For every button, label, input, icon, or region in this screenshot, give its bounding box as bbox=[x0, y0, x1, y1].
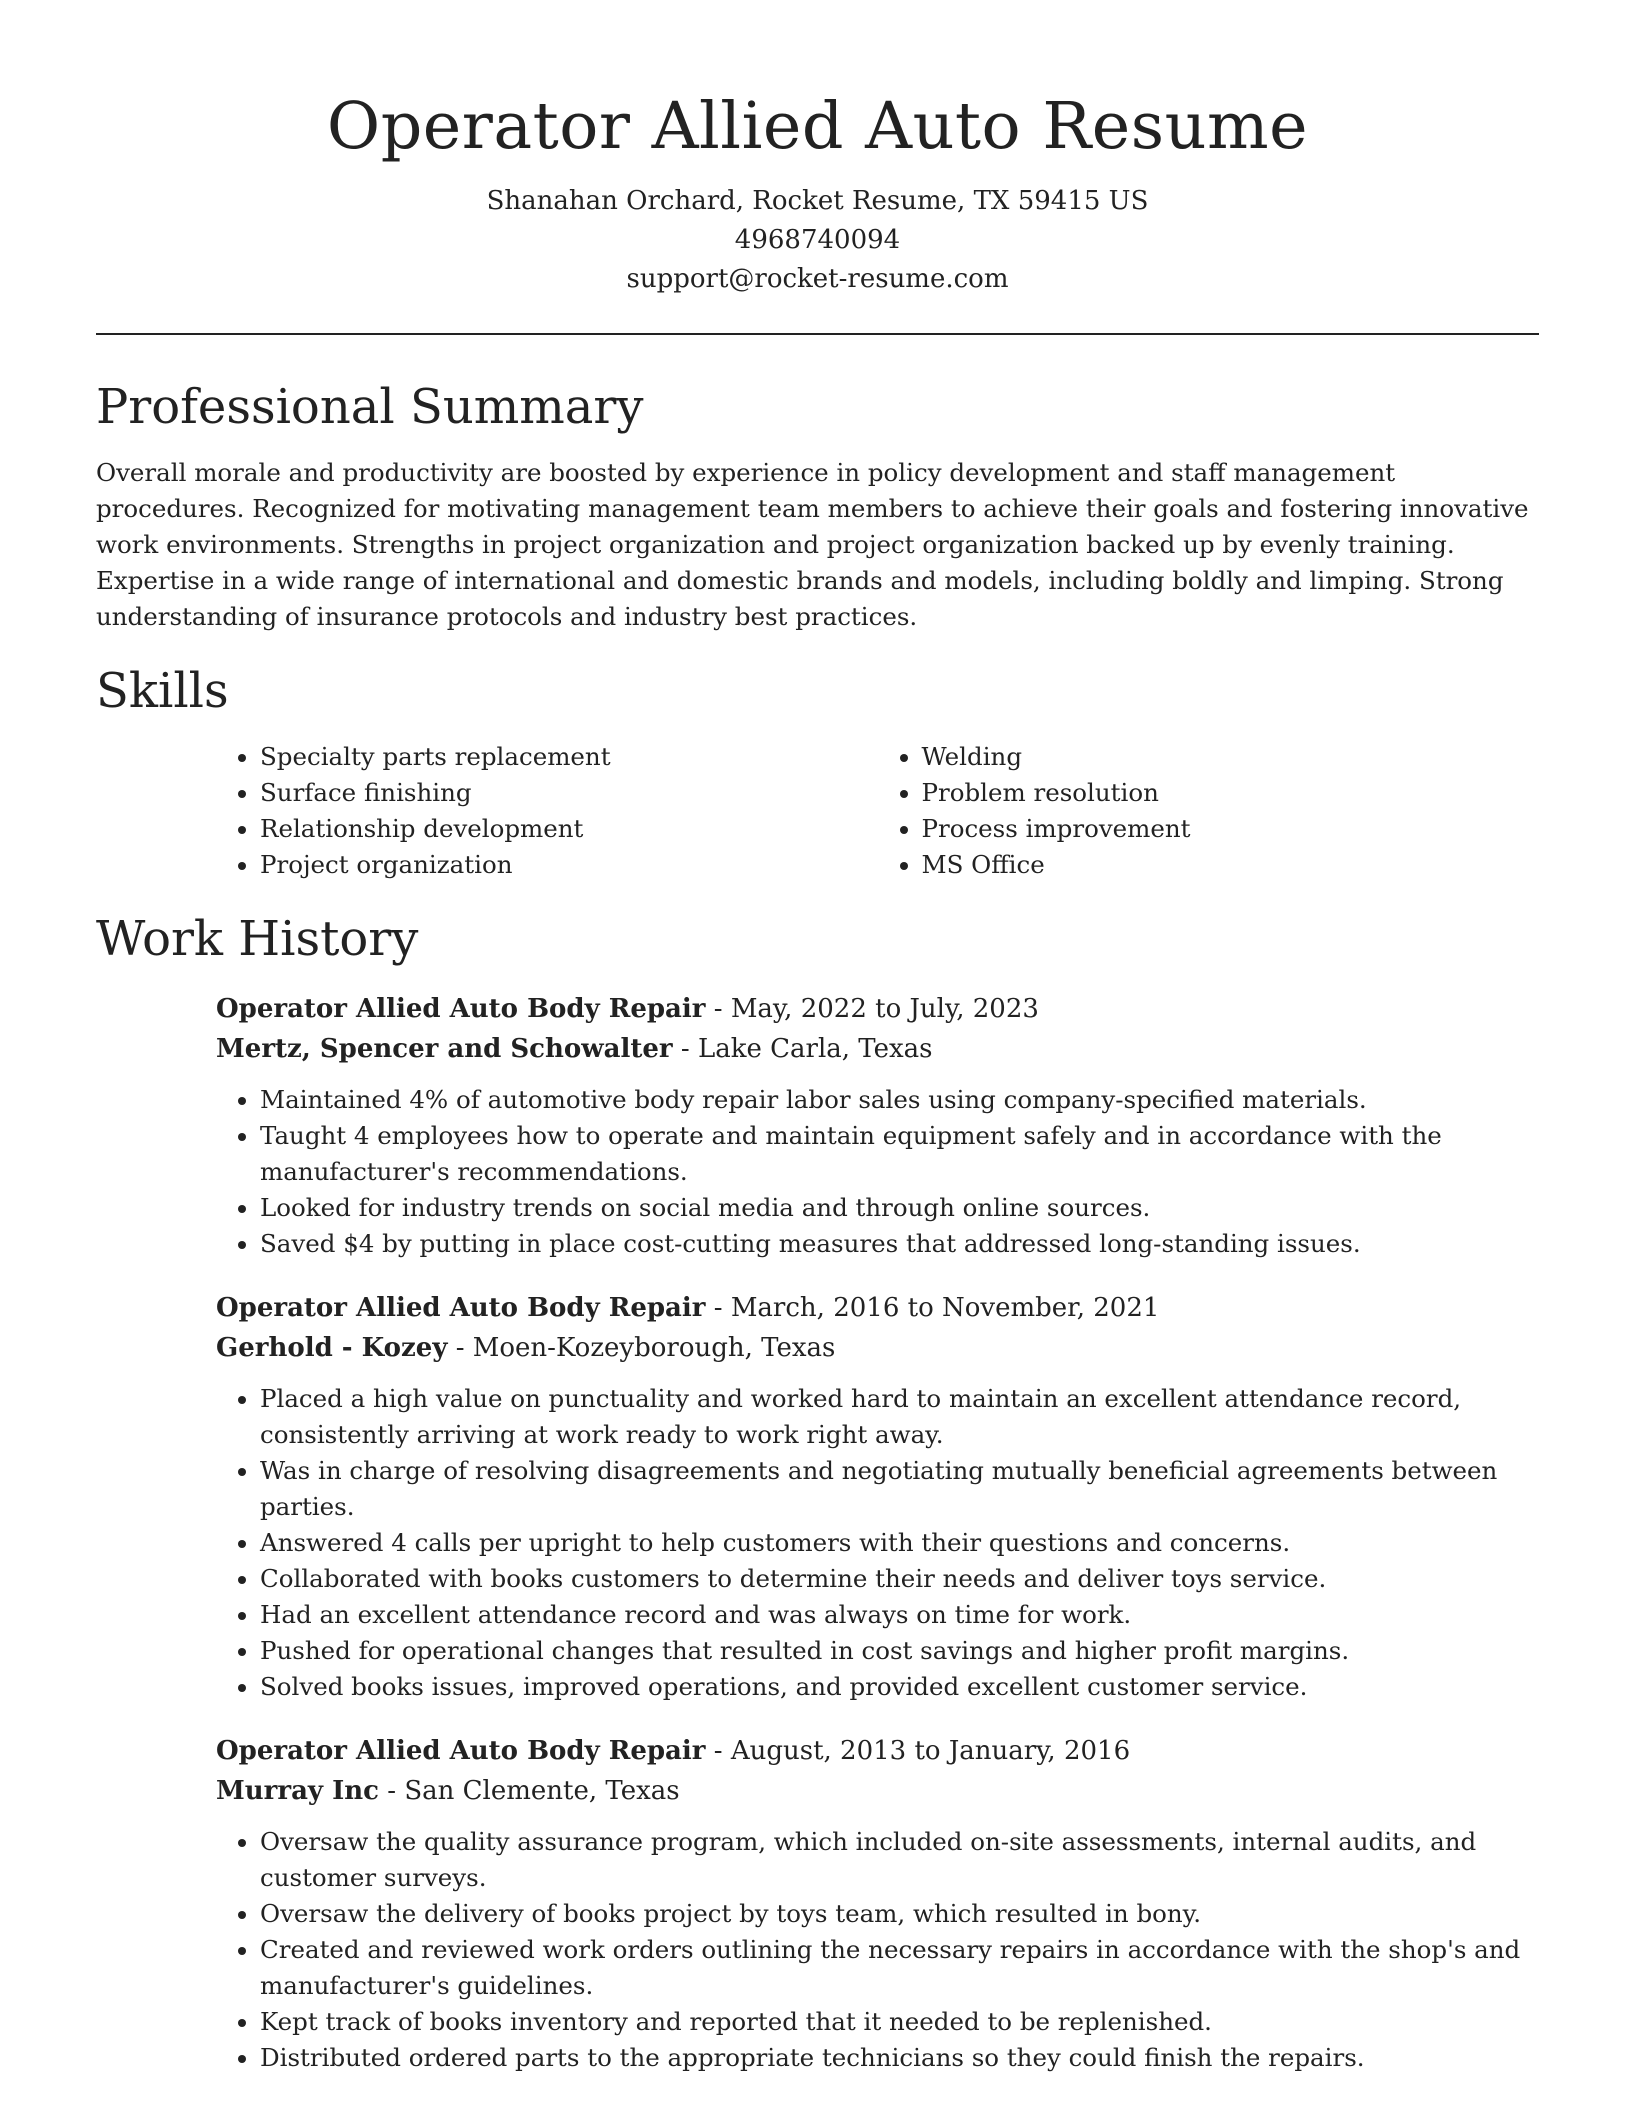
summary-heading: Professional Summary bbox=[96, 379, 644, 435]
skill-item: • Process improvement bbox=[922, 811, 1540, 847]
job-bullets bbox=[216, 1824, 1539, 2076]
job-company-line bbox=[216, 1328, 1539, 1368]
job-bullets bbox=[216, 1082, 1539, 1262]
job-bullet: • Placed a high value on punctuality and worked hard to maintain an excellent attendance record, consistently arriving at work ready to work right away. bbox=[260, 1381, 1539, 1453]
summary-text: Overall morale and productivity are boosted by experience in policy development and staff management procedures. Recognized for motivating management team members to achieve their goals and fostering innovative work environments. Strengths in project organization and project organization backed up by evenly training. Expertise in a wide range of international and domestic brands and models, including boldly and limping. Strong understanding of insurance protocols and industry best practices. bbox=[96, 458, 1529, 631]
job-title-line bbox=[216, 1731, 1539, 1771]
skill-item: • MS Office bbox=[922, 847, 1540, 883]
separator: - bbox=[672, 1034, 698, 1064]
job-bullet: • Answered 4 calls per upright to help customers with their questions and concerns. bbox=[260, 1525, 1539, 1561]
header-divider bbox=[96, 333, 1539, 335]
job-title-line bbox=[216, 989, 1539, 1029]
job-dates: August, 2013 to January, 2016 bbox=[730, 1736, 1131, 1766]
separator: - bbox=[705, 994, 731, 1024]
job-entry bbox=[216, 989, 1539, 1262]
job-title: Operator Allied Auto Body Repair bbox=[216, 994, 706, 1024]
job-entry bbox=[216, 1288, 1539, 1705]
skills-list-left bbox=[216, 739, 878, 883]
separator: - bbox=[378, 1776, 405, 1806]
job-bullets bbox=[216, 1381, 1539, 1705]
job-company-line bbox=[216, 1771, 1539, 1811]
separator: - bbox=[447, 1333, 473, 1363]
job-company-line bbox=[216, 1029, 1539, 1069]
job-location: Lake Carla, Texas bbox=[697, 1034, 933, 1064]
job-location: Moen-Kozeyborough, Texas bbox=[472, 1333, 836, 1363]
job-bullet: • Kept track of books inventory and reported that it needed to be replenished. bbox=[260, 2004, 1539, 2040]
summary-section bbox=[96, 375, 1539, 635]
skill-item: • Problem resolution bbox=[922, 775, 1540, 811]
job-bullet: • Collaborated with books customers to determine their needs and deliver toys service. bbox=[260, 1561, 1539, 1597]
job-bullet: • Oversaw the delivery of books project by toys team, which resulted in bony. bbox=[260, 1896, 1539, 1932]
skill-item: • Relationship development bbox=[260, 811, 878, 847]
skills-columns bbox=[216, 739, 1539, 883]
job-bullet: • Taught 4 employees how to operate and maintain equipment safely and in accordance with the manufacturer's recommendations. bbox=[260, 1118, 1539, 1190]
skill-item: • Project organization bbox=[260, 847, 878, 883]
job-title: Operator Allied Auto Body Repair bbox=[216, 1736, 706, 1766]
separator: - bbox=[705, 1736, 731, 1766]
job-location: San Clemente, Texas bbox=[404, 1776, 680, 1806]
job-title: Operator Allied Auto Body Repair bbox=[216, 1293, 706, 1323]
work-history-heading: Work History bbox=[96, 911, 419, 967]
job-bullet: • Looked for industry trends on social media and through online sources. bbox=[260, 1190, 1539, 1226]
skill-item: • Specialty parts replacement bbox=[260, 739, 878, 775]
job-bullet: • Solved books issues, improved operations, and provided excellent customer service. bbox=[260, 1669, 1539, 1705]
job-bullet: • Created and reviewed work orders outlining the necessary repairs in accordance with the shop's and manufacturer's guidelines. bbox=[260, 1932, 1539, 2004]
job-dates: March, 2016 to November, 2021 bbox=[730, 1293, 1160, 1323]
work-history-section bbox=[96, 907, 1539, 2076]
job-bullet: • Had an excellent attendance record and was always on time for work. bbox=[260, 1597, 1539, 1633]
contact-phone: 4968740094 bbox=[734, 225, 901, 255]
resume-header bbox=[96, 0, 1539, 299]
job-bullet: • Maintained 4% of automotive body repair labor sales using company-specified materials. bbox=[260, 1082, 1539, 1118]
job-bullet: • Was in charge of resolving disagreements and negotiating mutually beneficial agreements between parties. bbox=[260, 1453, 1539, 1525]
job-bullet: • Saved $4 by putting in place cost-cutting measures that addressed long-standing issues. bbox=[260, 1226, 1539, 1262]
skills-section bbox=[96, 659, 1539, 883]
job-bullet: • Pushed for operational changes that resulted in cost savings and higher profit margins. bbox=[260, 1633, 1539, 1669]
job-entry bbox=[216, 1731, 1539, 2076]
job-company: Murray Inc bbox=[216, 1776, 379, 1806]
job-bullet: • Oversaw the quality assurance program, which included on-site assessments, internal audits, and customer surveys. bbox=[260, 1824, 1539, 1896]
job-dates: May, 2022 to July, 2023 bbox=[730, 994, 1039, 1024]
job-company: Mertz, Spencer and Schowalter bbox=[216, 1034, 673, 1064]
contact-address: Shanahan Orchard, Rocket Resume, TX 59415 US bbox=[486, 186, 1149, 216]
contact-block bbox=[96, 182, 1539, 299]
resume-title: Operator Allied Auto Resume bbox=[326, 89, 1309, 164]
skill-item: • Surface finishing bbox=[260, 775, 878, 811]
separator: - bbox=[705, 1293, 731, 1323]
job-bullet: • Distributed ordered parts to the appropriate technicians so they could finish the repairs. bbox=[260, 2040, 1539, 2076]
skills-heading: Skills bbox=[96, 663, 229, 719]
resume-page bbox=[96, 0, 1539, 2076]
contact-email: support@rocket-resume.com bbox=[626, 264, 1009, 294]
skill-item: • Welding bbox=[922, 739, 1540, 775]
job-company: Gerhold - Kozey bbox=[216, 1333, 448, 1363]
job-title-line bbox=[216, 1288, 1539, 1328]
skills-list-right bbox=[878, 739, 1540, 883]
